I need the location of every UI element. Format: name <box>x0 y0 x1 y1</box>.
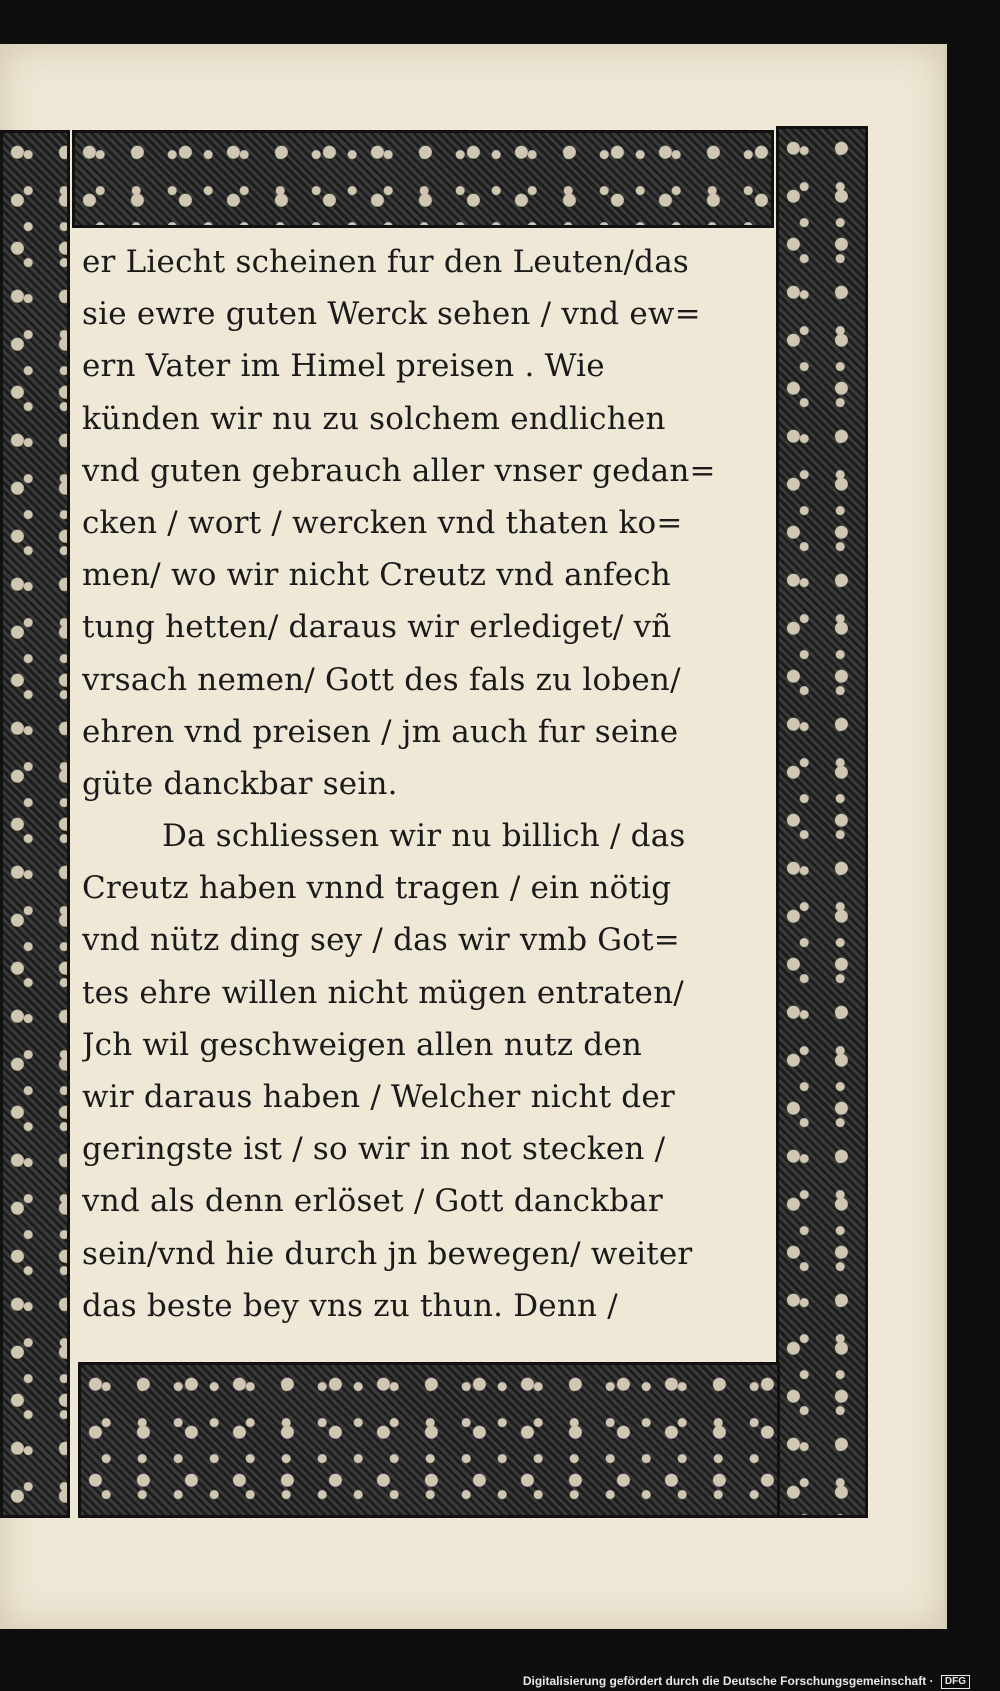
ornamental-border-right <box>776 126 868 1518</box>
dfg-logo: DFG <box>941 1675 970 1689</box>
text-line: das beste bey vns zu thun. Denn / <box>82 1287 618 1324</box>
ornamental-border-bottom <box>78 1362 780 1518</box>
text-line: ehren vnd preisen / jm auch fur seine <box>82 713 679 750</box>
text-line: men/ wo wir nicht Creutz vnd anfech <box>82 557 671 594</box>
text-block <box>82 236 772 1344</box>
text-line: cken / wort / wercken vnd thaten ko= <box>82 504 683 541</box>
text-line: ern Vater im Himel preisen . Wie <box>82 348 605 385</box>
text-line: Jch wil geschweigen allen nutz den <box>82 1026 643 1063</box>
text-line: er Liecht scheinen fur den Leuten/das <box>82 244 689 280</box>
text-line: vrsach nemen/ Gott des fals zu loben/ <box>82 661 681 698</box>
text-line: Da schliessen wir nu billich / das <box>162 818 686 855</box>
text-line: geringste ist / so wir in not stecken / <box>82 1131 666 1168</box>
paper-page <box>0 44 947 1629</box>
text-line: vnd nütz ding sey / das wir vmb Got= <box>82 922 680 959</box>
text-line: sie ewre guten Werck sehen / vnd ew= <box>82 296 701 333</box>
text-line: sein/vnd hie durch jn bewegen/ weiter <box>82 1235 693 1272</box>
text-line: güte danckbar sein. <box>82 765 398 802</box>
text-line: vnd als denn erlöset / Gott danckbar <box>82 1183 663 1220</box>
digitization-credit-text: Digitalisierung gefördert durch die Deutsche Forschungsgemeinschaft · <box>522 1674 934 1689</box>
text-line: tes ehre willen nicht mügen entraten/ <box>82 974 684 1011</box>
text-line: tung hetten/ daraus wir erlediget/ vñ <box>82 609 672 646</box>
digitization-credit <box>523 1674 970 1689</box>
ornamental-border-left <box>0 130 70 1518</box>
text-line: wir daraus haben / Welcher nicht der <box>82 1079 675 1115</box>
text-line: künden wir nu zu solchem endlichen <box>82 400 666 437</box>
ornamental-border-top <box>72 130 774 228</box>
text-line: Creutz haben vnnd tragen / ein nötig <box>82 870 672 907</box>
text-line: vnd guten gebrauch aller vnser gedan= <box>82 452 716 489</box>
